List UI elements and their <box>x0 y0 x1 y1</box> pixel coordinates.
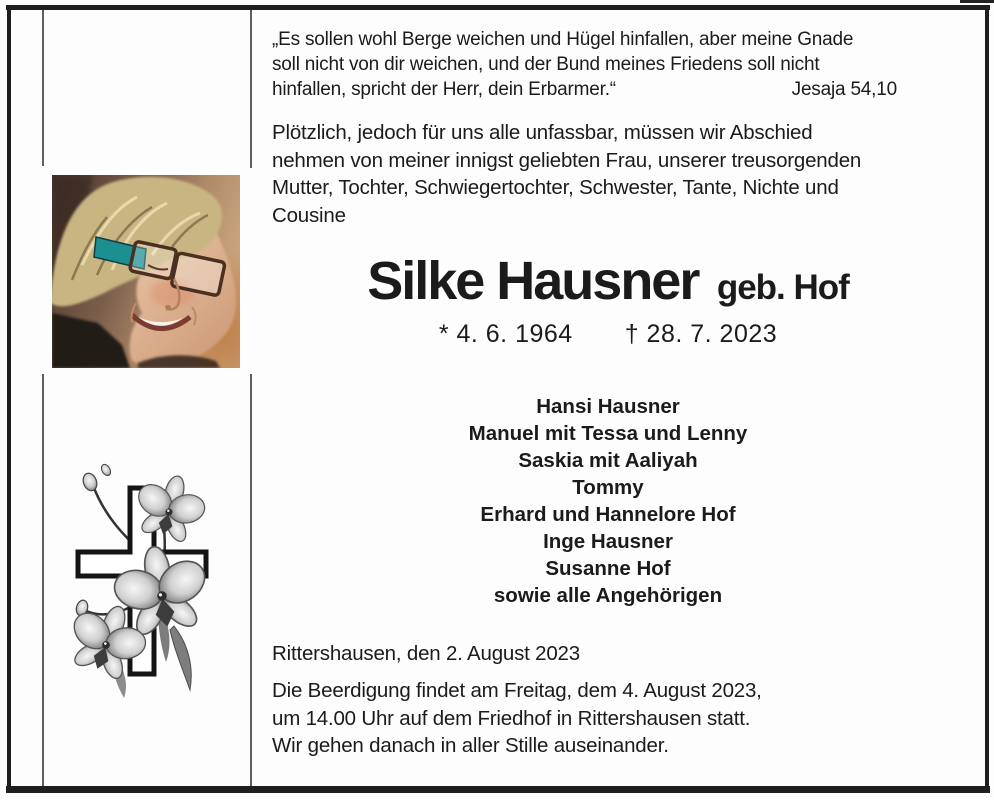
column-rule-left-upper <box>42 10 44 166</box>
death-date: † 28. 7. 2023 <box>624 320 778 348</box>
mourners-list <box>272 393 944 609</box>
column-rule-right-upper <box>250 10 252 168</box>
mourner-name: Inge Hausner <box>543 530 673 553</box>
quote-line: „Es sollen wohl Berge weichen und Hügel hinfallen, aber meine Gnade <box>272 29 854 50</box>
quote-line: hinfallen, spricht der Herr, dein Erbarmer.“ <box>272 79 616 100</box>
intro-line: Mutter, Tochter, Schwiegertochter, Schwester, Tante, Nichte und <box>272 176 839 199</box>
place-date-line: Rittershausen, den 2. August 2023 <box>272 642 580 665</box>
portrait-photo-illustration <box>52 175 240 368</box>
quote-line: soll nicht von dir weichen, und der Bund meines Friedens soll nicht <box>272 54 820 75</box>
funeral-line: um 14.00 Uhr auf dem Friedhof in Rittershausen statt. <box>272 706 751 730</box>
scan-artifact-top-right <box>960 0 994 3</box>
maiden-name: geb. Hof <box>716 268 849 307</box>
bible-quote <box>272 27 897 102</box>
birth-date: * 4. 6. 1964 <box>438 320 573 348</box>
mourner-name: Susanne Hof <box>545 557 671 580</box>
mourner-name: sowie alle Angehörigen <box>493 584 723 607</box>
frame-top-rule <box>6 5 990 10</box>
deceased-name-line <box>272 250 944 312</box>
deceased-name: Silke Hausner <box>367 251 699 311</box>
intro-line: nehmen von meiner innigst geliebten Frau, unserer treusorgenden <box>272 148 862 172</box>
mourner-name: Erhard und Hannelore Hof <box>480 503 736 526</box>
intro-paragraph <box>272 119 944 229</box>
intro-line: Plötzlich, jedoch für uns alle unfassbar, müssen wir Abschied <box>272 121 813 144</box>
frame-right-rule <box>985 5 989 793</box>
cross-orchids-illustration <box>66 458 224 700</box>
funeral-line: Wir gehen danach in aller Stille auseinander. <box>272 734 669 757</box>
cross-orchids-artwork <box>66 458 224 700</box>
frame-bottom-rule <box>6 786 990 793</box>
mourner-name: Tommy <box>572 476 644 499</box>
quote-source: Jesaja 54,10 <box>791 79 897 100</box>
mourner-name: Saskia mit Aaliyah <box>518 449 698 472</box>
intro-line: Cousine <box>272 203 346 227</box>
life-dates <box>272 320 944 349</box>
column-rule-left-lower <box>42 374 44 786</box>
frame-left-rule <box>7 5 11 793</box>
funeral-line: Die Beerdigung findet am Freitag, dem 4. August 2023, <box>272 679 762 702</box>
funeral-info <box>272 677 944 760</box>
portrait-photo <box>52 175 240 368</box>
column-rule-right-lower <box>250 374 252 786</box>
mourner-name: Manuel mit Tessa und Lenny <box>468 422 748 445</box>
mourner-name: Hansi Hausner <box>536 395 680 418</box>
